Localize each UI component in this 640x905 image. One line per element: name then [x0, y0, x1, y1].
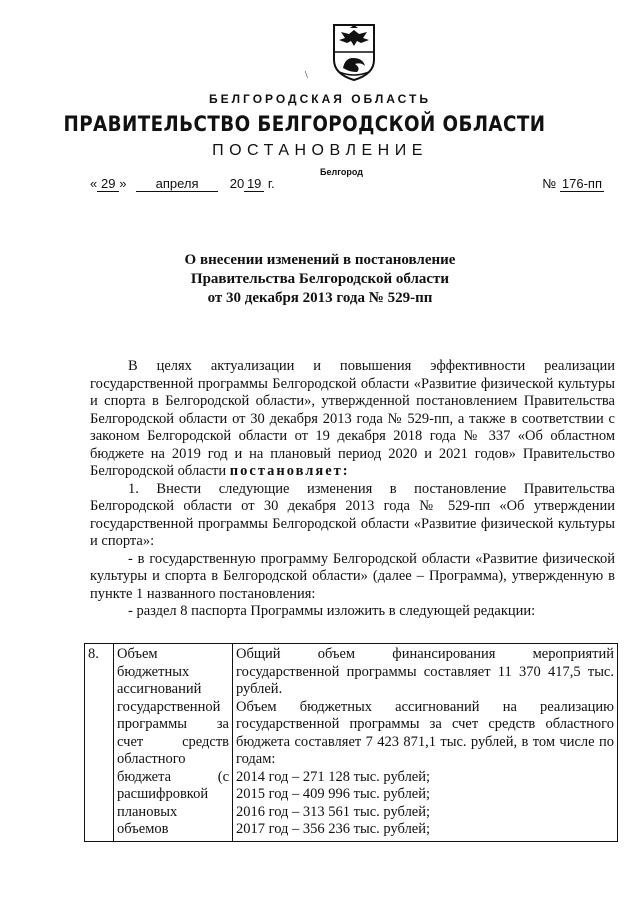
title-line-1: О внесении изменений в постановление	[184, 252, 456, 268]
row-number: 8.	[85, 644, 114, 842]
regional-budget: Объем бюджетных ассигнований на реализацию государственной программы за счет средств областного бюджета составляет 7 423 871,1 тыс. рублей, в том числе по годам:	[236, 698, 614, 767]
date-year-unit: г.	[267, 176, 275, 191]
total-financing: Общий объем финансирования мероприятий государственной программы составляет 11 370 417,5 тыс. рублей.	[236, 646, 614, 697]
date-line	[90, 176, 275, 192]
year-item: 2016 год – 313 561 тыс. рублей;	[236, 803, 431, 820]
document-type: ПОСТАНОВЛЕНИЕ	[212, 142, 428, 159]
stray-mark: \	[305, 70, 308, 81]
coat-of-arms-emblem	[331, 22, 377, 82]
row-content	[233, 644, 618, 842]
date-day: 29	[97, 176, 119, 192]
year-item: 2017 год – 356 236 тыс. рублей;	[236, 821, 431, 837]
title-line-2: Правительства Белгородской области	[190, 271, 450, 287]
date-month: апреля	[136, 176, 218, 192]
document-title	[0, 251, 640, 308]
region-heading: БЕЛГОРОДСКАЯ ОБЛАСТЬ	[209, 92, 431, 106]
year-item: 2014 год – 271 128 тыс. рублей;	[236, 768, 431, 785]
number-value: 176-пп	[561, 176, 602, 191]
paragraph-section-8: - раздел 8 паспорта Программы изложить в следующей редакции:	[128, 603, 536, 619]
table-row	[85, 644, 618, 842]
passport-table	[84, 643, 618, 842]
year-item: 2015 год – 409 996 тыс. рублей;	[236, 786, 431, 802]
government-heading: ПРАВИТЕЛЬСТВО БЕЛГОРОДСКОЙ ОБЛАСТИ	[63, 112, 546, 136]
paragraph-item-1: 1. Внести следующие изменения в постановление Правительства Белгородской области от 30 декабря 2013 года № 529-пп «Об утверждении государственной программы Белгородской области «Развитие физической культуры и спорта»:	[90, 480, 615, 549]
date-year-suffix: 19	[244, 176, 264, 192]
close-quote: »	[119, 176, 127, 191]
document-number	[542, 176, 604, 191]
document-body	[90, 358, 615, 621]
paragraph-program: - в государственную программу Белгородской области «Развитие физической культуры и спорта в Белгородской области» (далее – Программа), утвержденную в пункте 1 названного постановления:	[90, 550, 615, 602]
row-label: Объем бюджетных ассигнований государственной программы за счет средств областного бюджета (с расшифровкой плановых объемов	[114, 644, 233, 842]
open-quote: «	[90, 176, 98, 191]
number-label: №	[542, 176, 557, 191]
date-year-prefix: 20	[229, 176, 245, 191]
preamble-text: В целях актуализации и повышения эффективности реализации государственной программы Белгородской области «Развитие физической культуры и спорта в Белгородской области», утвержденной постановлением Правительства Белгородской области от 30 декабря 2013 года № 529-пп, а также в соответствии с законом Белгородской области от 19 декабря 2018 года № 337 «Об областном бюджете на 2019 год и на плановый период 2020 и 2021 годов» Правительство Белгородской области	[90, 358, 615, 479]
city-label: Белгород	[320, 167, 363, 177]
resolves-text: постановляет:	[229, 463, 350, 479]
title-line-3: от 30 декабря 2013 года № 529-пп	[207, 290, 433, 306]
paragraph-preamble	[90, 358, 615, 481]
